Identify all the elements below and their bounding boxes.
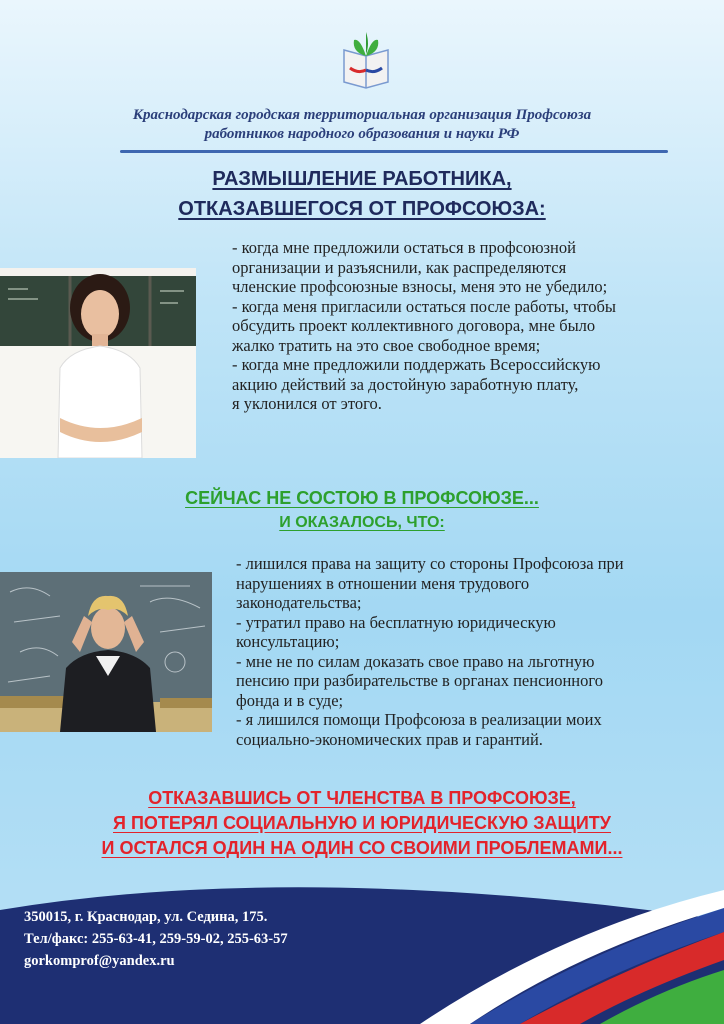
reflection-line: жалко тратить на это свое свободное время; <box>232 335 541 355</box>
conclusion-line-1: ОТКАЗАВШИСЬ ОТ ЧЛЕНСТВА В ПРОФСОЮЗЕ, <box>148 788 576 808</box>
reflection-line: организации и разъяснили, как распределяются <box>232 257 567 277</box>
subtitle-line-2: И ОКАЗАЛОСЬ, ЧТО: <box>279 514 445 531</box>
main-title-line-1: РАЗМЫШЛЕНИЕ РАБОТНИКА, <box>212 168 512 190</box>
phone-text: Тел/факс: 255-63-41, 259-59-02, 255-63-57 <box>24 931 288 947</box>
consequence-line: - мне не по силам доказать свое право на льготную <box>236 651 595 671</box>
consequence-line: пенсию при разбирательстве в органах пенсионного <box>236 671 603 690</box>
main-title <box>120 164 604 224</box>
consequences-text <box>236 554 706 749</box>
org-line-1: Краснодарская городская территориальная организация Профсоюза <box>132 107 592 123</box>
consequence-line: - утратил право на бесплатную юридическую <box>236 612 556 632</box>
teacher-photo <box>0 268 196 458</box>
subtitle-line-1: СЕЙЧАС НЕ СОСТОЮ В ПРОФСОЮЗЕ... <box>185 488 539 508</box>
reflection-text <box>232 238 712 414</box>
consequence-line: фонда и в суде; <box>236 690 344 710</box>
conclusion-line-3: И ОСТАЛСЯ ОДИН НА ОДИН СО СВОИМИ ПРОБЛЕМАМИ... <box>101 838 623 858</box>
stressed-teacher-photo <box>0 572 212 732</box>
email-link[interactable]: gorkomprof@yandex.ru <box>24 953 175 969</box>
consequence-line: - я лишился помощи Профсоюза в реализации моих <box>236 710 602 729</box>
union-emblem-icon <box>340 30 392 90</box>
reflection-line: акцию действий за достойную заработную плату, <box>232 374 579 394</box>
reflection-line: членские профсоюзные взносы, меня это не убедило; <box>232 277 608 296</box>
consequence-line: консультацию; <box>236 632 340 651</box>
organization-name <box>80 106 644 144</box>
header-divider <box>120 150 668 153</box>
consequence-line: нарушениях в отношении меня трудового <box>236 573 530 593</box>
consequence-line: социально-экономических прав и гарантий. <box>236 729 543 749</box>
reflection-line: я уклонился от этого. <box>232 394 382 413</box>
reflection-line: - когда мне предложили поддержать Всероссийскую <box>232 355 601 374</box>
reflection-line: - когда мне предложили остаться в профсоюзной <box>232 238 576 257</box>
conclusion-line-2: Я ПОТЕРЯЛ СОЦИАЛЬНУЮ И ЮРИДИЧЕСКУЮ ЗАЩИТУ <box>113 813 611 833</box>
reflection-line: - когда меня пригласили остаться после работы, чтобы <box>232 296 617 316</box>
org-line-2: работников народного образования и науки РФ <box>204 126 520 142</box>
consequence-line: - лишился права на защиту со стороны Профсоюза при <box>236 554 624 573</box>
consequence-line: законодательства; <box>236 593 362 612</box>
reflection-line: обсудить проект коллективного договора, мне было <box>232 316 596 335</box>
conclusion <box>70 786 654 861</box>
contact-info <box>24 906 288 972</box>
address-text: 350015, г. Краснодар, ул. Седина, 175. <box>24 909 268 925</box>
main-title-line-2: ОТКАЗАВШЕГОСЯ ОТ ПРОФСОЮЗА: <box>178 198 546 220</box>
